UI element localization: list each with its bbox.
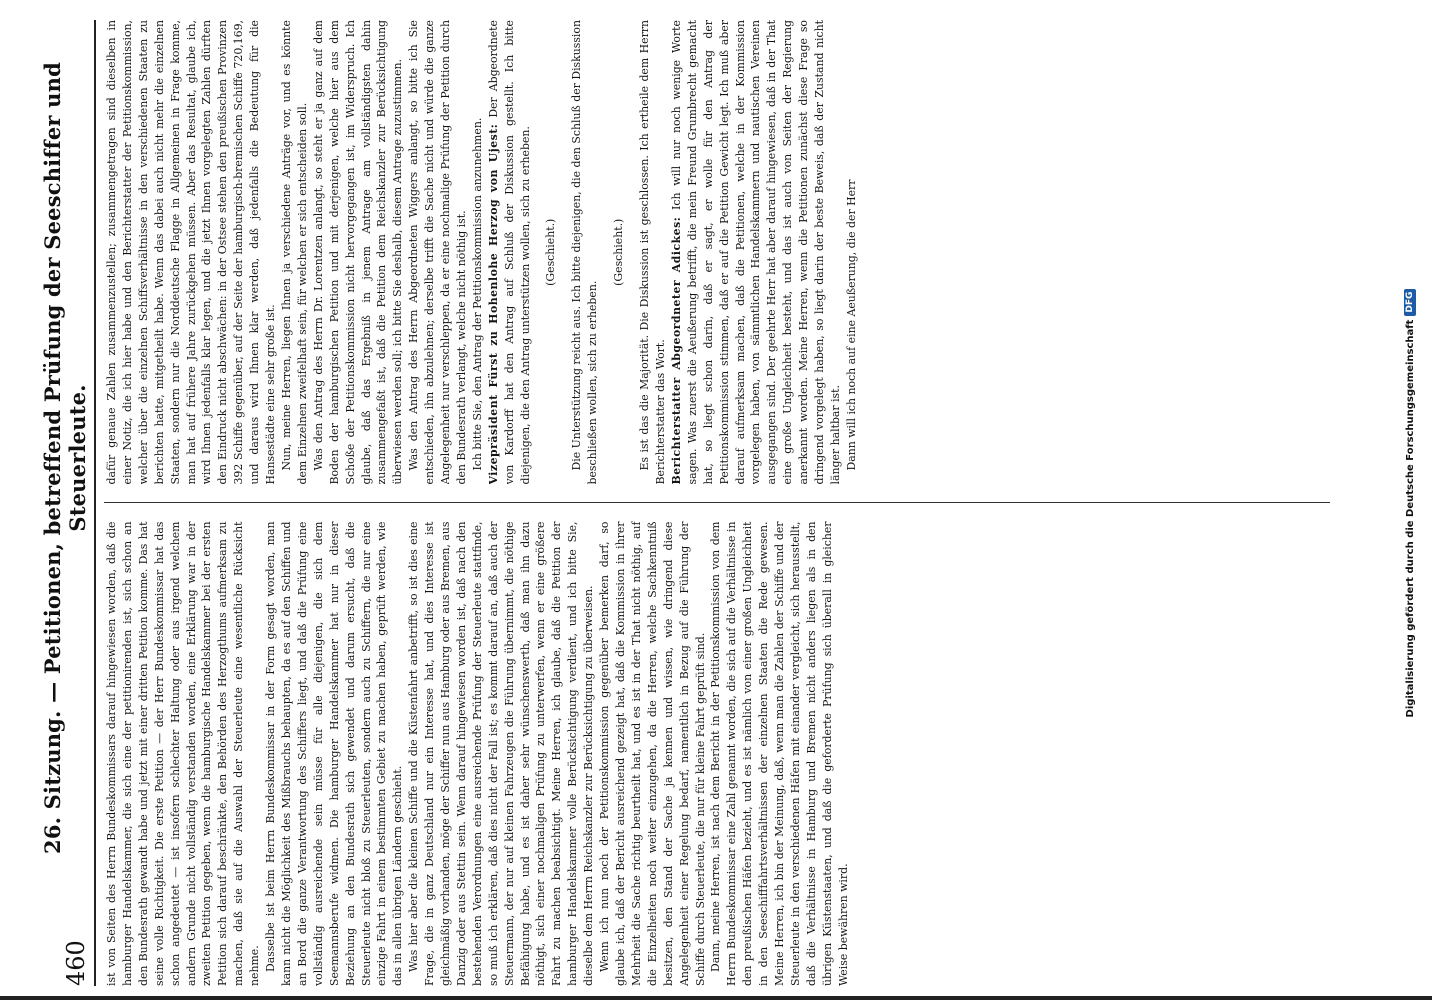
binding-edge-line: [0, 996, 1432, 1000]
running-head: 26. Sitzung. — Petitionen, betreffend Prüfung der Seeschiffer und Steuerleute.: [40, 62, 90, 854]
stage-direction: (Geschieht.): [612, 218, 626, 286]
paragraph: Wenn ich nun noch der Petitionskommission gegenüber bemerken darf, so glaube ich, daß der Bericht ausreichend gezeigt hat, daß die Kommission in ihrer Mehrheit die Sache richtig beurtheilt hat, und es ist in der That nicht nöthig, auf die Einzelheiten noch weiter einzugehen, da die Herren, welche Sachkenntniß besitzen, den Stand der Sache ja kennen und wissen, wie dringend diese Angelegenheit einer Regelung bedarf, namentlich in Bezug auf die Führung der Schiffe durch Steuerleute, die nur für kleine Fahrt geprüft sind.: [598, 521, 707, 986]
footer-text: Digitalisierung gefördert durch die Deutsche Forschungsgemeinschaft: [1404, 319, 1416, 718]
paragraph: Dasselbe ist beim Herrn Bundeskommissar in der Form gesagt worden, man kann nicht die Möglichkeit des Mißbrauchs behaupten, da es auf den Schiffen und an Bord die ganze Verantwortung des Schiffers liegt, und daß die Prüfung eine vollständig ausreichende sein müsse für alle diejenigen, die sich dem Seemannsberufe widmen. Die hamburger Handelskammer hat nur in dieser Beziehung an den Bundesrath sich gewendet und darum ersucht, daß die Steuerleute nicht bloß zu Steuerleuten, sondern auch zu Schiffern, die nur eine einzige Fahrt in einem bestimmten Gebiet zu machen haben, geprüft werden, wie das in allen übrigen Ländern geschieht.: [264, 521, 405, 986]
paragraph: Vizepräsident Fürst zu Hohenlohe Herzog von Ujest: Der Abgeordnete von Kardorff hat den Antrag auf Schluß der Diskussion gestellt. Ich bitte diejenigen, die den Antrag unterstützen wollen, sich zu erheben.: [486, 20, 532, 485]
paragraph: Nun, meine Herren, liegen Ihnen ja verschiedene Anträge vor, und es könnte dem Einzelnen zweifelhaft sein, für welchen er sich entscheiden soll.: [279, 20, 309, 485]
speaker-name: Vizepräsident Fürst zu Hohenlohe Herzog von Ujest:: [486, 123, 500, 485]
paragraph: Ich bitte Sie, den Antrag der Petitionskommission anzunehmen.: [470, 117, 484, 471]
paragraph: Was den Antrag des Herrn Dr. Lorentzen anlangt, so steht er ja ganz auf dem Boden der hamburgischen Petition und mit derjenigen, welche hier aus dem Schoße der Petitionskommission nicht hervorgegangen ist, im Widerspruch. Ich glaube, daß das Ergebniß in jenem Antrage am vollständigsten dahin zusammengefaßt ist, daß die Petition dem Reichskanzler zur Berücksichtigung überwiesen werden soll; ich bitte Sie deshalb, diesem Antrage zuzustimmen.: [311, 20, 405, 485]
paragraph: Was den Antrag des Herrn Abgeordneten Wiggers anlangt, so bitte ich Sie entschieden, ihn abzulehnen; derselbe trifft die Sache nicht und würde die ganze Angelegenheit nur verschleppen, da er eine nochmalige Prüfung der Petition durch den Bundesrath verlangt, welche nicht nöthig ist.: [407, 20, 468, 485]
paragraph: Die Unterstützung reicht aus. Ich bitte diejenigen, die den Schluß der Diskussion beschließen wollen, sich zu erheben.: [570, 20, 600, 485]
column-divider: [104, 503, 1330, 504]
paragraph: dafür genaue Zahlen zusammenzustellen; zusammengetragen sind dieselben in einer Notiz, die ich hier habe und den Berichterstatter der Petitionskommission, welcher über die einzelnen Schiffsverhältnisse in den verschiedenen Staaten zu berichten hatte, mitgetheilt habe. Wenn das dabei auch nicht mehr die einzelnen Staaten, sondern nur die Norddeutsche Flagge in Allgemeinen in Frage komme, man hat auf frühere Jahre zurückgehen müssen. Aber das Resultat, glaube ich, wird Ihnen jedenfalls klar legen, und die jetzt Ihnen vorgelegten Zahlen dürften den Eindruck nicht abschwächen: in der Ostsee stehen den preußischen Provinzen 392 Schiffe gegenüber, auf der Seite der hamburgisch-bremischen Schiffe 720,169, und daraus wird Ihnen klar werden, daß jedenfalls die Bedeutung für die Hansestädte eine sehr große ist.: [105, 20, 278, 485]
text-columns: [104, 20, 1330, 986]
paragraph: Dann will ich noch auf eine Aeußerung, die der Herr: [844, 179, 858, 471]
page-number: 460: [62, 940, 90, 986]
digitization-footer: [1400, 20, 1420, 986]
stage-direction: (Geschieht.): [544, 218, 558, 286]
left-column: [104, 522, 1330, 987]
dfg-logo: DFG: [1404, 289, 1416, 316]
paragraph: Was hier aber die kleinen Schiffe und die Küstenfahrt anbetrifft, so ist dies eine Frage, die in ganz Deutschland nur ein Interesse hat, und dies Interesse ist gleichmäßig vorhanden, möge der Schiffer nun aus Hamburg oder aus Bremen, aus Danzig oder aus Stettin sein. Wenn darauf hingewiesen worden ist, daß nach den bestehenden Verordnungen eine ausreichende Prüfung der Steuerleute stattfinde, so muß ich erklären, daß dies nicht der Fall ist; es kommt darauf an, daß auch der Steuermann, der nur auf kleinen Fahrzeugen die Führung übernimmt, die nöthige Befähigung habe, und es ist daher sehr wünschenswerth, daß man ihn dazu nöthigt, sich einer nochmaligen Prüfung zu unterwerfen, wenn er eine größere Fahrt zu machen beabsichtigt. Meine Herren, ich glaube, daß die Petition der hamburger Handelskammer volle Berücksichtigung verdient, und ich bitte Sie, dieselbe dem Herrn Reichskanzler zur Berücksichtigung zu überweisen.: [407, 521, 596, 986]
speaker-name: Berichterstatter Abgeordneter Adickes:: [669, 216, 683, 485]
page-header: [40, 20, 96, 986]
paragraph: ist von Seiten des Herrn Bundeskommissars darauf hingewiesen worden, daß die hamburger Handelskammer, die sich eine der petitionirenden ist, sich schon an den Bundesrath gewandt habe und jetzt mit einer dritten Petition komme. Das hat seine volle Richtigkeit. Die erste Petition — der Herr Bundeskommissar hat das schon angedeutet — ist insofern schlechter Haltung oder aus irgend welchem andern Grunde nicht vollständig verstanden worden, eine Erklärung war in der zweiten Petition gegeben, wenn die hamburgische Handelskammer bei der ersten Petition sich darauf beschränkte, den Behörden des Herzogthums aufmerksam zu machen, daß sie auf die Auswahl der Steuerleute eine wesentliche Rücksicht nehme.: [105, 521, 262, 986]
right-column: [104, 20, 1330, 485]
paragraph: Dann, meine Herren, ist nach dem Bericht in der Petitionskommission von dem Herrn Bundeskommissar eine Zahl genannt worden, die sich auf die Verhältnisse in den preußischen Häfen bezieht, und es ist nämlich von einer großen Ungleichheit in den Seeschifffahrtsverhältnissen der einzelnen Staaten die Rede gewesen. Meine Herren, ich bin der Meinung, daß, wenn man die Zahlen der Schiffe und der Steuerleute in den verschiedenen Häfen mit einander vergleicht, sich herausstellt, daß die Verhältnisse in Hamburg und Bremen nicht anders liegen als in den übrigen Küstenstaaten, und daß die geforderte Prüfung sich überall in gleicher Weise bewähren wird.: [709, 521, 850, 986]
paragraph: Es ist das die Majorität. Die Diskussion ist geschlossen. Ich ertheile dem Herrn Berichterstatter das Wort.: [638, 20, 667, 485]
paragraph: Berichterstatter Abgeordneter Adickes: Ich will nur noch wenige Worte sagen. Was zuerst die Aeußerung betrifft, die mein Freund Grumbrecht gemacht hat, so liegt schon darin, daß er sagt, er wolle für den Antrag der Petitionskommission stimmen, daß er auf die Petition Gewicht legt. Ich muß aber darauf aufmerksam machen, daß die Petitionen, welche in der Kommission vorgelegen haben, von sämmtlichen Handelskammern und nautischen Vereinen ausgegangen sind. Der geehrte Herr hat aber darauf hingewiesen, daß in der That eine große Ungleichheit besteht, und das ist auch von Seiten der Regierung anerkannt worden. Meine Herren, wenn die Petitionen zunächst diese Frage so dringend vorgelegt haben, so liegt darin der beste Beweis, daß der Zustand nicht länger haltbar ist.: [669, 20, 842, 485]
